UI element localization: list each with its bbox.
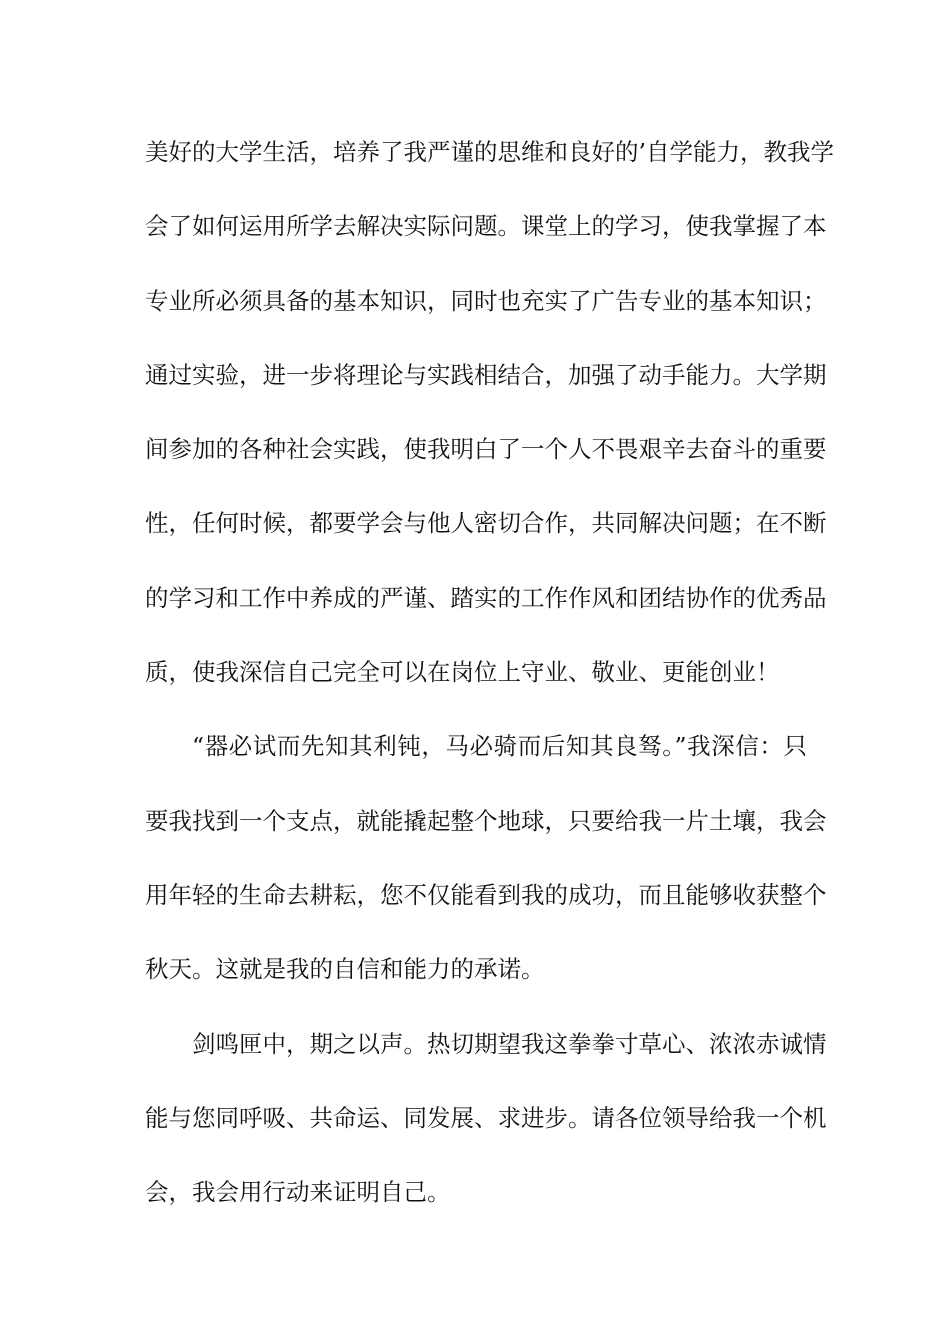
text-line: 会了如何运用所学去解决实际问题。课堂上的学习，使我掌握了本 (145, 212, 827, 241)
text-line: 美好的大学生活，培养了我严谨的思维和良好的’自学能力，教我学 (145, 138, 834, 166)
text-line: 性，任何时候，都要学会与他人密切合作，共同解决问题；在不断 (145, 509, 827, 538)
text-line: 的学习和工作中养成的严谨、踏实的工作作风和团结协作的优秀品 (145, 583, 827, 612)
text-line: 秋天。这就是我的自信和能力的承诺。 (145, 955, 545, 984)
paragraph-first-line: “器必试而先知其利钝，马必骑而后知其良驽。”我深信：只 (192, 732, 807, 761)
document-body (145, 124, 834, 1238)
text-line: 会，我会用行动来证明自己。 (145, 1178, 451, 1207)
text-line: 专业所必须具备的基本知识，同时也充实了广告专业的基本知识； (145, 286, 827, 315)
text-line: 通过实验，进一步将理论与实践相结合，加强了动手能力。大学期 (145, 360, 827, 389)
text-line: 要我找到一个支点，就能撬起整个地球，只要给我一片土壤，我会 (145, 806, 827, 835)
paragraph-first-line: 剑鸣匣中，期之以声。热切期望我这拳拳寸草心、浓浓赤诚情 (192, 1029, 827, 1058)
text-line: 质，使我深信自己完全可以在岗位上守业、敬业、更能创业！ (145, 658, 780, 687)
text-line: 间参加的各种社会实践，使我明白了一个人不畏艰辛去奋斗的重要 (145, 435, 827, 464)
text-line: 用年轻的生命去耕耘，您不仅能看到我的成功，而且能够收获整个 (145, 880, 827, 909)
text-line: 能与您同呼吸、共命运、同发展、求进步。请各位领导给我一个机 (145, 1103, 827, 1132)
